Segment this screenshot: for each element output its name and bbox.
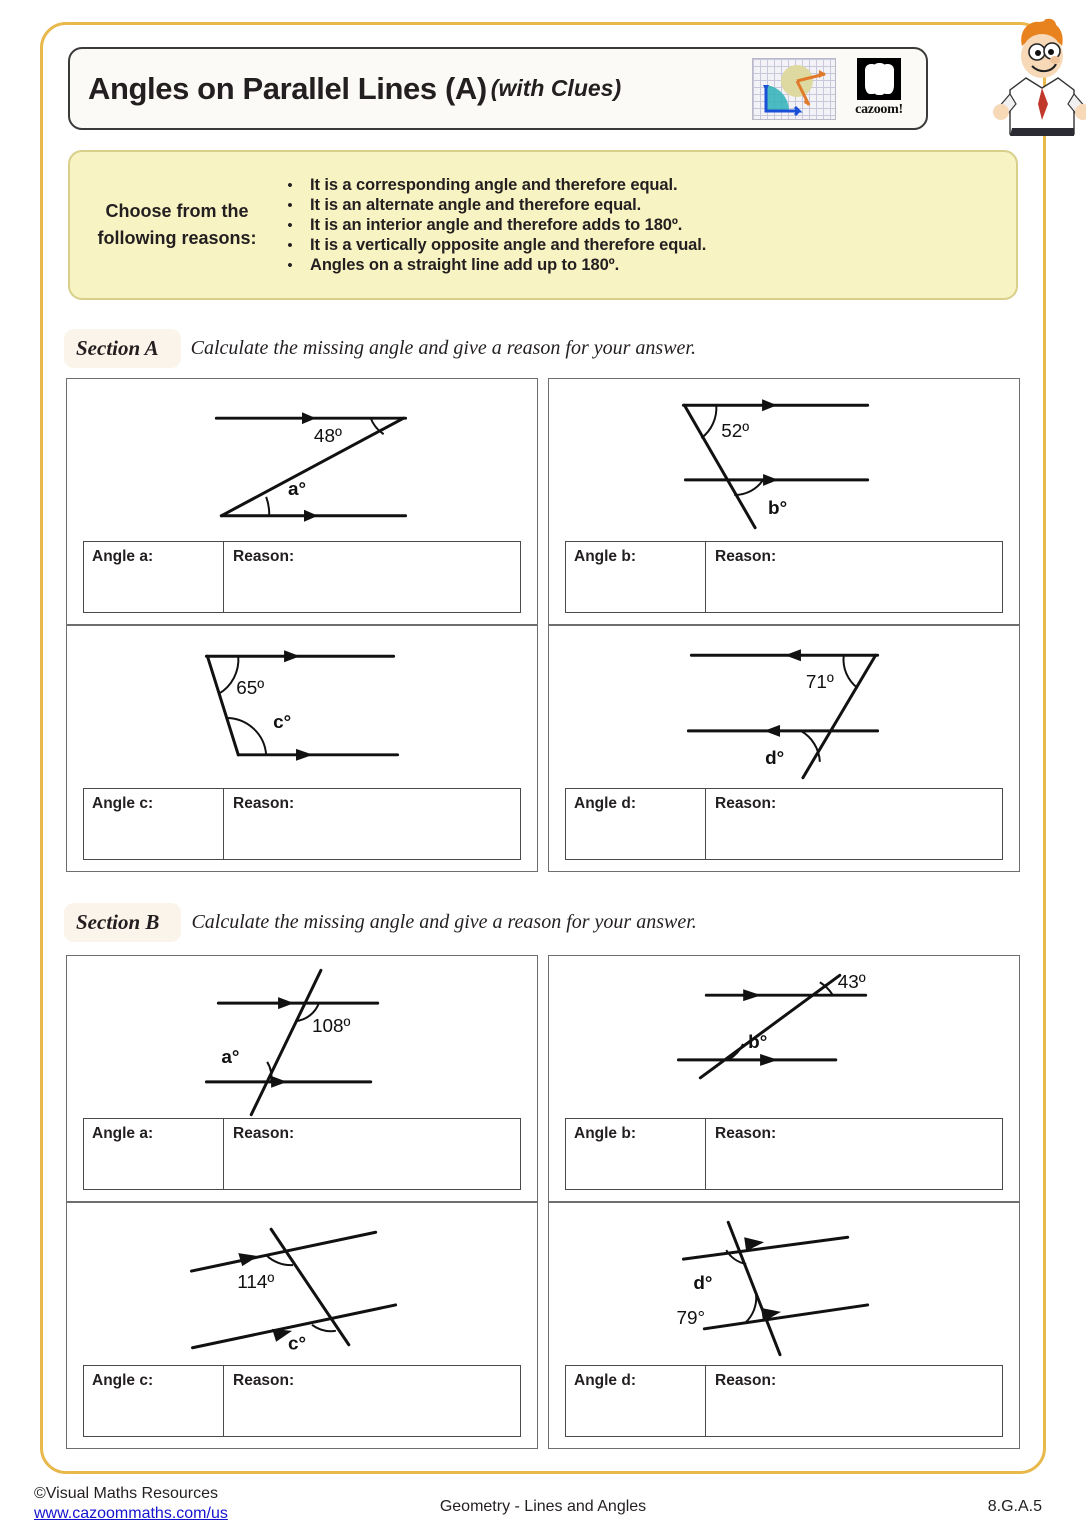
question-cell-b3 xyxy=(66,1202,538,1449)
clues-panel xyxy=(68,150,1018,300)
angle-value-unknown: d° xyxy=(765,747,785,769)
reason-answer-field[interactable]: Reason: xyxy=(233,1372,295,1389)
section-a-questions xyxy=(66,378,1020,625)
clues-list xyxy=(270,175,1016,276)
website-link[interactable]: www.cazoommaths.com/us xyxy=(34,1505,228,1523)
section-a-instruction: Calculate the missing angle and give a reason for your answer. xyxy=(190,336,696,359)
diagram-b4 xyxy=(549,1207,1019,1367)
clue-text: It is a vertically opposite angle and therefore equal. xyxy=(310,235,707,254)
clue-item xyxy=(270,236,998,255)
angle-value-given: 43º xyxy=(837,972,866,994)
question-cell-a3 xyxy=(66,625,538,872)
clue-text: It is a corresponding angle and therefore equal. xyxy=(310,175,678,194)
answer-box-b1[interactable] xyxy=(83,1118,521,1190)
reason-answer-field[interactable]: Reason: xyxy=(715,548,777,565)
angle-value-unknown: d° xyxy=(693,1272,713,1294)
answer-box-a1[interactable] xyxy=(83,541,521,613)
brand-logo-area xyxy=(752,58,908,120)
answer-box-a4[interactable] xyxy=(565,788,1003,860)
bullet-icon: • xyxy=(287,176,293,194)
section-b-header xyxy=(64,900,697,944)
reason-answer-field[interactable]: Reason: xyxy=(233,1125,295,1142)
answer-box-b3[interactable] xyxy=(83,1365,521,1437)
answer-box-a2[interactable] xyxy=(565,541,1003,613)
clue-item xyxy=(270,196,998,215)
angle-value-given: 71º xyxy=(805,672,834,694)
section-a-label: Section A xyxy=(76,335,159,360)
question-cell-a2 xyxy=(548,378,1020,625)
bullet-icon: • xyxy=(287,216,293,234)
angle-value-given: 52º xyxy=(721,421,750,443)
angle-value-unknown: a° xyxy=(221,1046,240,1068)
section-b-instruction: Calculate the missing angle and give a reason for your answer. xyxy=(191,910,697,933)
angle-answer-field[interactable]: Angle b: xyxy=(566,542,706,612)
angle-value-given: 114º xyxy=(237,1271,275,1293)
angle-value-unknown: b° xyxy=(748,1031,768,1053)
section-b-chip xyxy=(64,903,181,942)
angle-answer-field[interactable]: Angle a: xyxy=(84,1119,224,1189)
question-row xyxy=(66,955,1020,1202)
reason-answer-field[interactable]: Reason: xyxy=(715,1372,777,1389)
cazoom-vase-logo-icon xyxy=(850,58,908,120)
answer-box-b2[interactable] xyxy=(565,1118,1003,1190)
diagram-a4 xyxy=(549,630,1019,790)
clue-text: Angles on a straight line add up to 180º. xyxy=(310,255,620,274)
clue-item xyxy=(270,216,998,235)
angle-value-unknown: b° xyxy=(768,497,788,519)
angle-value-given: 48º xyxy=(313,426,342,448)
bullet-icon: • xyxy=(287,236,293,254)
section-b-label: Section B xyxy=(76,909,160,934)
section-a-chip xyxy=(64,329,181,368)
question-cell-b4 xyxy=(548,1202,1020,1449)
question-row xyxy=(66,378,1020,625)
question-cell-b1 xyxy=(66,955,538,1202)
question-row xyxy=(66,1202,1020,1449)
answer-box-a3[interactable] xyxy=(83,788,521,860)
angle-answer-field[interactable]: Angle d: xyxy=(566,1366,706,1436)
question-cell-a4 xyxy=(548,625,1020,872)
angle-value-unknown: c° xyxy=(273,711,292,733)
mascot-character-icon xyxy=(992,16,1086,136)
angle-value-given: 79° xyxy=(676,1307,706,1329)
section-b-questions xyxy=(66,955,1020,1202)
worksheet-title-bar xyxy=(68,47,928,130)
reason-answer-field[interactable]: Reason: xyxy=(233,795,295,812)
reason-answer-field[interactable]: Reason: xyxy=(715,1125,777,1142)
clues-lead-in: Choose from the following reasons: xyxy=(97,201,257,248)
clue-text: It is an interior angle and therefore adds to 180º. xyxy=(310,215,683,234)
diagram-a1 xyxy=(67,383,537,543)
page-footer xyxy=(0,1484,1086,1536)
angle-answer-field[interactable]: Angle c: xyxy=(84,1366,224,1436)
angle-value-unknown: a° xyxy=(288,478,307,500)
clue-item xyxy=(270,256,998,275)
bullet-icon: • xyxy=(287,196,293,214)
reason-answer-field[interactable]: Reason: xyxy=(715,795,777,812)
angle-answer-field[interactable]: Angle b: xyxy=(566,1119,706,1189)
section-a-header xyxy=(64,326,696,370)
footer-topic: Geometry - Lines and Angles xyxy=(439,1498,647,1515)
reason-answer-field[interactable]: Reason: xyxy=(233,548,295,565)
footer-standard-code: 8.G.A.5 xyxy=(987,1498,1042,1515)
angle-answer-field[interactable]: Angle a: xyxy=(84,542,224,612)
question-row xyxy=(66,625,1020,872)
section-b-questions-row2 xyxy=(66,1202,1020,1449)
question-cell-b2 xyxy=(548,955,1020,1202)
angle-grid-logo-icon xyxy=(752,58,836,120)
question-cell-a1 xyxy=(66,378,538,625)
diagram-a3 xyxy=(67,630,537,790)
copyright-text: ©Visual Maths Resources xyxy=(34,1485,219,1502)
angle-value-given: 108º xyxy=(311,1016,351,1038)
diagram-b3 xyxy=(67,1207,537,1367)
page-title: Angles on Parallel Lines (A) xyxy=(88,70,487,106)
clue-text: It is an alternate angle and therefore equal. xyxy=(310,195,642,214)
clue-item xyxy=(270,176,998,195)
page-subtitle: (with Clues) xyxy=(490,75,622,101)
diagram-b2 xyxy=(549,960,1019,1120)
angle-value-unknown: c° xyxy=(288,1333,307,1355)
angle-answer-field[interactable]: Angle c: xyxy=(84,789,224,859)
diagram-a2 xyxy=(549,383,1019,543)
diagram-b1 xyxy=(67,960,537,1120)
bullet-icon: • xyxy=(287,256,293,274)
angle-answer-field[interactable]: Angle d: xyxy=(566,789,706,859)
angle-value-given: 65º xyxy=(236,678,265,700)
section-a-questions-row2 xyxy=(66,625,1020,872)
brand-name: cazoom! xyxy=(855,101,903,117)
answer-box-b4[interactable] xyxy=(565,1365,1003,1437)
